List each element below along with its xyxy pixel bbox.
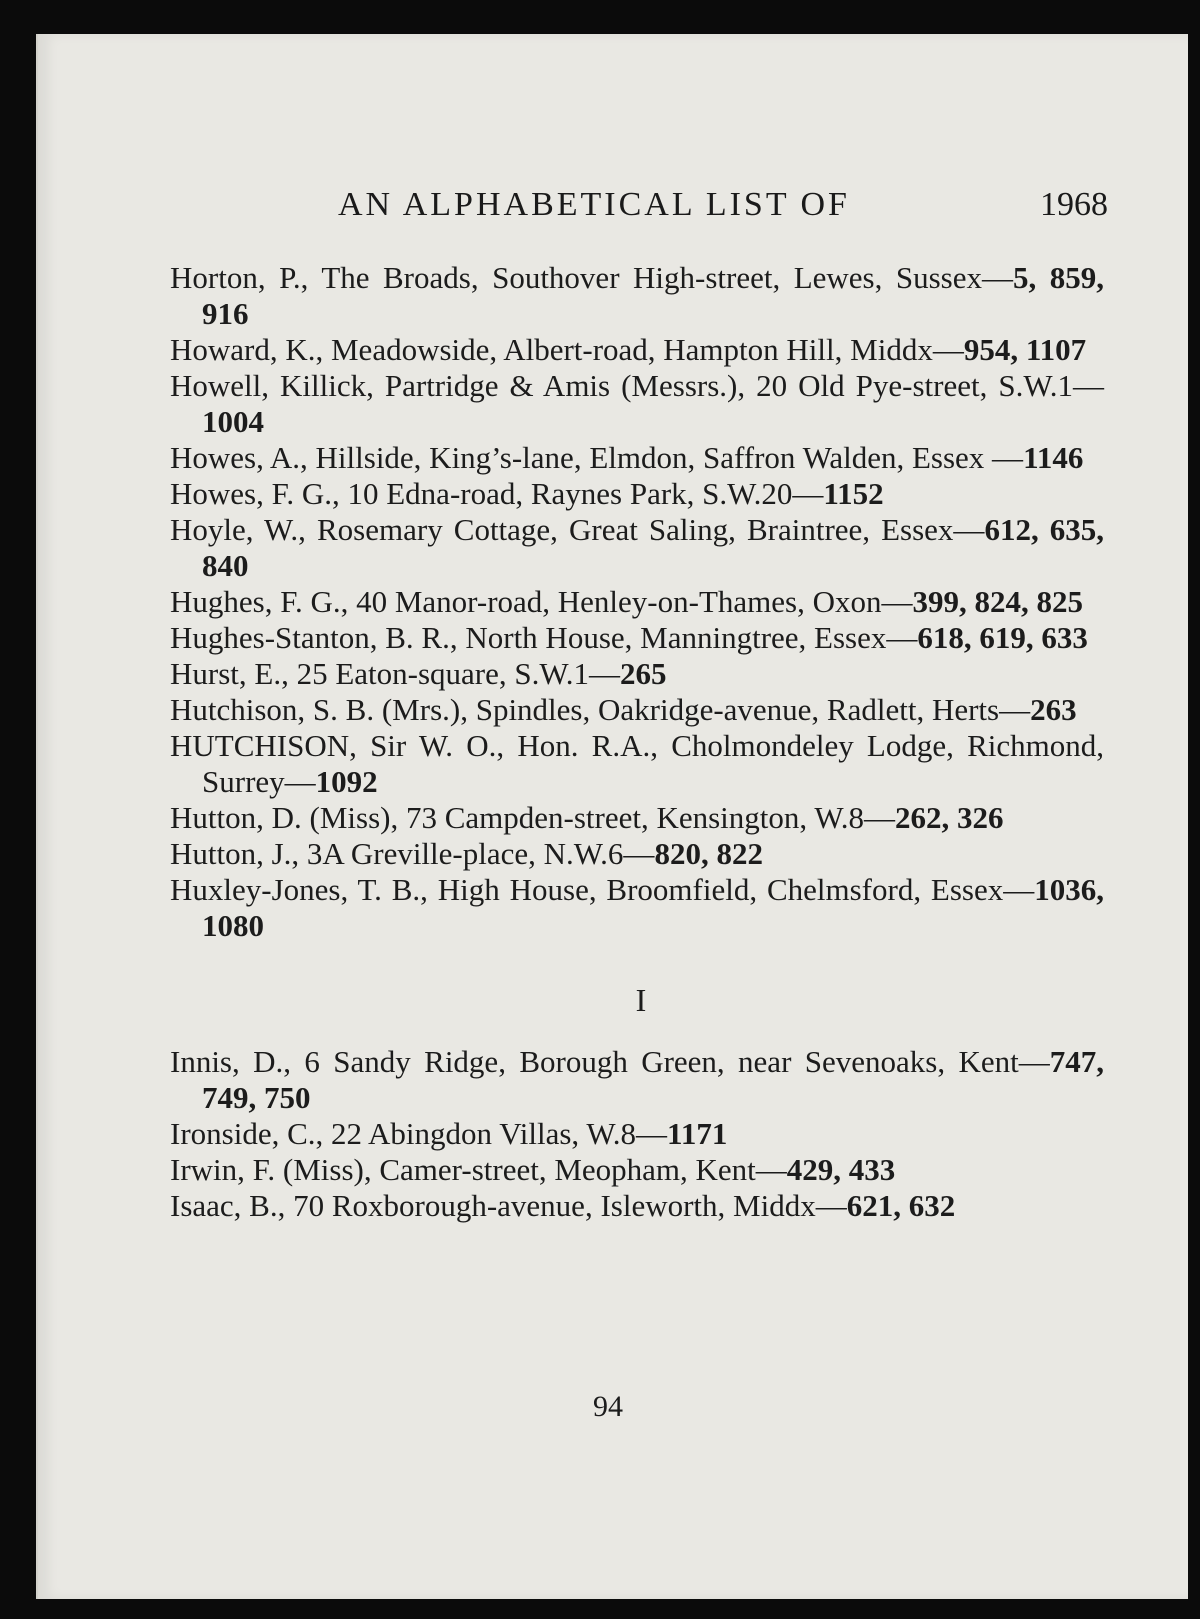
book-page (36, 34, 1188, 1599)
list-item: Hoyle, W., Rosemary Cottage, Great Saling, Braintree, Essex—612, 635, 840 (170, 512, 1105, 583)
list-item: Howes, A., Hillside, King’s-lane, Elmdon, Saffron Walden, Essex —1146 (170, 440, 1084, 475)
list-item: Howes, F. G., 10 Edna-road, Raynes Park, S.W.20—1152 (170, 476, 884, 511)
list-item: Isaac, B., 70 Roxborough-avenue, Isleworth, Middx—621, 632 (170, 1188, 956, 1223)
entry-list (170, 260, 1104, 1224)
list-item: Howard, K., Meadowside, Albert-road, Hampton Hill, Middx—954, 1107 (170, 332, 1087, 367)
section-letter: I (635, 982, 647, 1018)
list-item: Hughes, F. G., 40 Manor-road, Henley-on-Thames, Oxon—399, 824, 825 (170, 584, 1083, 619)
list-item: Ironside, C., 22 Abingdon Villas, W.8—1171 (170, 1116, 728, 1151)
list-item: Howell, Killick, Partridge & Amis (Messrs.), 20 Old Pye-street, S.W.1—1004 (170, 368, 1104, 439)
list-item: Hutton, D. (Miss), 73 Campden-street, Kensington, W.8—262, 326 (170, 800, 1004, 835)
list-item: Irwin, F. (Miss), Camer-street, Meopham, Kent—429, 433 (170, 1152, 896, 1187)
list-item: Innis, D., 6 Sandy Ridge, Borough Green, near Sevenoaks, Kent—747, 749, 750 (170, 1044, 1104, 1115)
running-header (38, 186, 1188, 234)
list-item: Horton, P., The Broads, Southover High-street, Lewes, Sussex—5, 859, 916 (170, 260, 1104, 331)
list-item: Hurst, E., 25 Eaton-square, S.W.1—265 (170, 656, 667, 691)
list-item: Hughes-Stanton, B. R., North House, Manningtree, Essex—618, 619, 633 (170, 620, 1088, 655)
list-item: HUTCHISON, Sir W. O., Hon. R.A., Cholmondeley Lodge, Richmond, Surrey—1092 (170, 728, 1104, 799)
page-number: 94 (593, 1390, 623, 1423)
list-item: Huxley-Jones, T. B., High House, Broomfield, Chelmsford, Essex—1036, 1080 (170, 872, 1104, 943)
list-item: Hutton, J., 3A Greville-place, N.W.6—820, 822 (170, 836, 763, 871)
list-item: Hutchison, S. B. (Mrs.), Spindles, Oakridge-avenue, Radlett, Herts—263 (170, 692, 1077, 727)
header-title: AN ALPHABETICAL LIST OF (338, 186, 850, 223)
header-year: 1968 (1040, 186, 1108, 223)
